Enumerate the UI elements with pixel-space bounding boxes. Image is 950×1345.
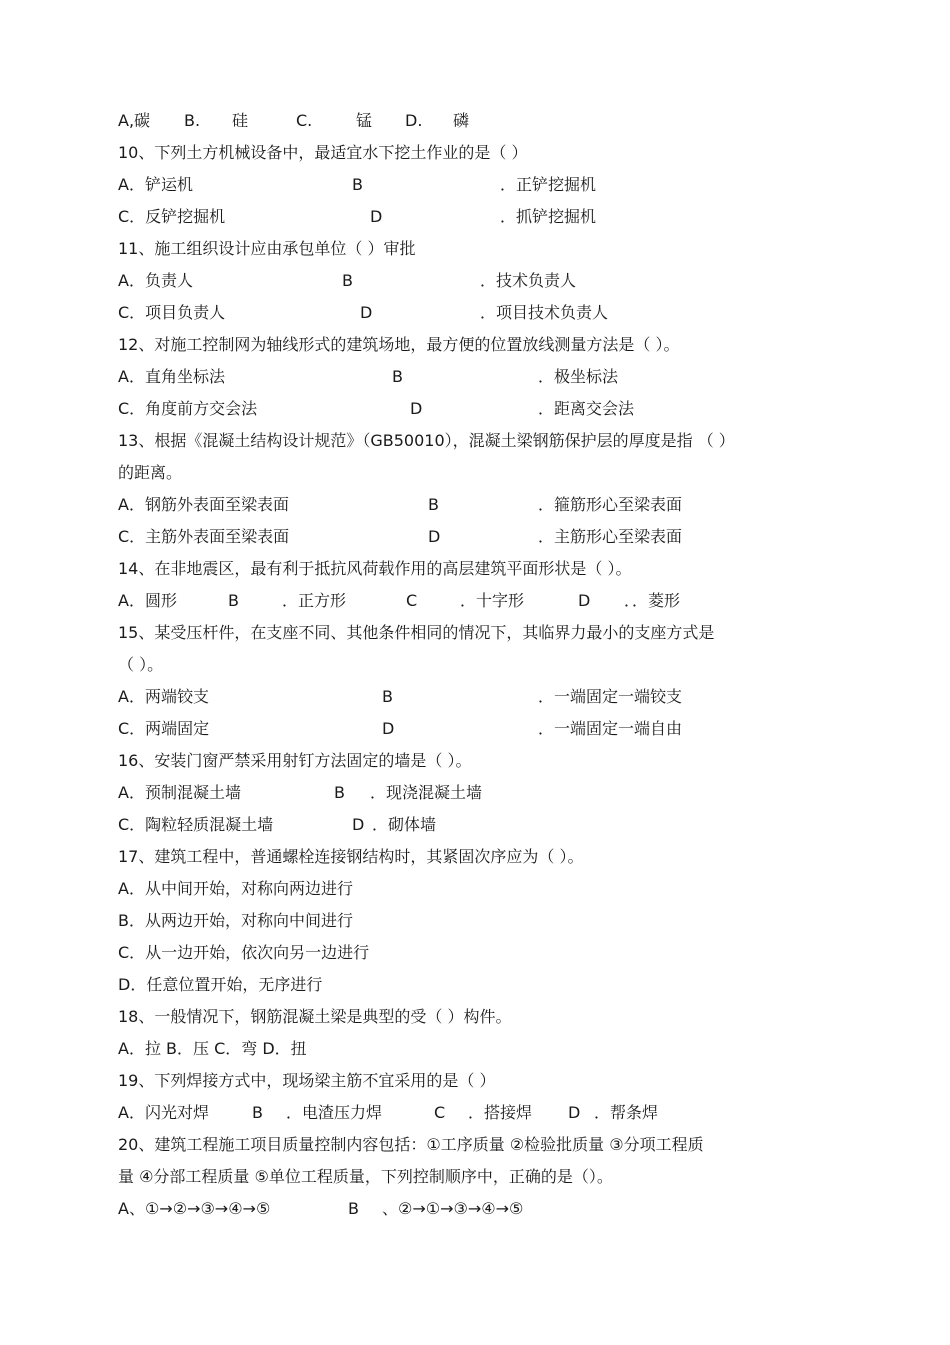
q19-stem: 19、下列焊接方式中，现场梁主筋不宜采用的是（ ） — [118, 1071, 496, 1090]
q16-option-b-letter: B — [334, 783, 345, 802]
q10-option-b-letter: B — [352, 175, 363, 194]
q9-option-c-letter: C. — [296, 111, 313, 130]
q13-option-b-letter: B — [428, 495, 439, 514]
q11-option-d-letter: D — [360, 303, 373, 322]
q13-option-d-text: ．主筋形心至梁表面 — [538, 527, 683, 546]
q17-option-c: C．从一边开始，依次向另一边进行 — [118, 943, 370, 962]
q16-option-c: C．陶粒轻质混凝土墙 — [118, 815, 274, 834]
q14-option-d-text: ．．菱形 — [624, 591, 681, 610]
q20-stem-line1: 20、建筑工程施工项目质量控制内容包括：①工序质量 ②检验批质量 ③分项工程质 — [118, 1135, 704, 1154]
q14-option-c-text: ．十字形 — [460, 591, 525, 610]
q14-stem: 14、在非地震区，最有利于抵抗风荷载作用的高层建筑平面形状是（ ）。 — [118, 559, 632, 578]
q10-option-c: C．反铲挖掘机 — [118, 207, 226, 226]
q14-option-c-letter: C — [406, 591, 418, 610]
q10-stem: 10、下列土方机械设备中，最适宜水下挖土作业的是（ ） — [118, 143, 528, 162]
q17-stem: 17、建筑工程中，普通螺栓连接钢结构时，其紧固次序应为（ ）。 — [118, 847, 584, 866]
q15-option-a: A．两端铰支 — [118, 687, 209, 706]
q18-stem: 18、一般情况下，钢筋混凝土梁是典型的受（ ）构件。 — [118, 1007, 512, 1026]
q13-option-b-text: ．箍筋形心至梁表面 — [538, 495, 683, 514]
q17-option-a: A．从中间开始，对称向两边进行 — [118, 879, 353, 898]
q12-stem: 12、对施工控制网为轴线形式的建筑场地，最方便的位置放线测量方法是（ ）。 — [118, 335, 680, 354]
q14-option-a: A．圆形 — [118, 591, 177, 610]
q10-option-d-letter: D — [370, 207, 383, 226]
q9-option-a: A,碳 — [118, 111, 151, 130]
q19-option-d-letter: D — [568, 1103, 581, 1122]
q13-option-d-letter: D — [428, 527, 441, 546]
q12-option-c: C．角度前方交会法 — [118, 399, 258, 418]
q19-option-a: A．闪光对焊 — [118, 1103, 209, 1122]
q12-option-d-letter: D — [410, 399, 423, 418]
q20-stem-line2: 量 ④分部工程质量 ⑤单位工程质量，下列控制顺序中，正确的是（）。 — [118, 1167, 613, 1186]
q16-option-b-text: ．现浇混凝土墙 — [370, 783, 483, 802]
q16-stem: 16、安装门窗严禁采用射钉方法固定的墙是（ ）。 — [118, 751, 472, 770]
q11-option-c: C．项目负责人 — [118, 303, 226, 322]
q12-option-d-text: ．距离交会法 — [538, 399, 635, 418]
q10-option-a: A．铲运机 — [118, 175, 193, 194]
q13-option-a: A．钢筋外表面至梁表面 — [118, 495, 289, 514]
q15-option-c: C．两端固定 — [118, 719, 210, 738]
q9-option-b-text: 硅 — [232, 111, 249, 130]
q15-stem-line1: 15、某受压杆件，在支座不同、其他条件相同的情况下，其临界力最小的支座方式是 — [118, 623, 715, 642]
q17-option-d: D．任意位置开始，无序进行 — [118, 975, 323, 994]
q11-option-b-text: ．技术负责人 — [480, 271, 577, 290]
q20-option-a: A、①→②→③→④→⑤ — [118, 1199, 271, 1218]
q11-option-b-letter: B — [342, 271, 353, 290]
q9-option-d-letter: D. — [405, 111, 423, 130]
q12-option-b-letter: B — [392, 367, 403, 386]
q17-option-b: B．从两边开始，对称向中间进行 — [118, 911, 353, 930]
q15-option-b-text: ．一端固定一端铰支 — [538, 687, 683, 706]
q19-option-c-letter: C — [434, 1103, 446, 1122]
q20-option-b-text: 、②→①→③→④→⑤ — [382, 1199, 524, 1218]
q15-option-d-text: ．一端固定一端自由 — [538, 719, 683, 738]
q15-option-b-letter: B — [382, 687, 393, 706]
q9-option-d-text: 磷 — [453, 111, 470, 130]
q16-option-a: A．预制混凝土墙 — [118, 783, 241, 802]
q9-option-c-text: 锰 — [356, 111, 373, 130]
q14-option-b-text: ．正方形 — [282, 591, 347, 610]
q12-option-b-text: ．极坐标法 — [538, 367, 619, 386]
q11-option-d-text: ．项目技术负责人 — [480, 303, 609, 322]
q11-option-a: A．负责人 — [118, 271, 193, 290]
q10-option-b-text: ．正铲挖掘机 — [500, 175, 597, 194]
q15-stem-line2: （ ）。 — [118, 655, 164, 674]
q14-option-b-letter: B — [228, 591, 239, 610]
q16-option-d-letter: D — [352, 815, 365, 834]
q16-option-d-text: ．砌体墙 — [372, 815, 437, 834]
q19-option-d-text: ．帮条焊 — [594, 1103, 659, 1122]
q19-option-b-letter: B — [252, 1103, 263, 1122]
q11-stem: 11、施工组织设计应由承包单位（ ）审批 — [118, 239, 416, 258]
q12-option-a: A．直角坐标法 — [118, 367, 225, 386]
q15-option-d-letter: D — [382, 719, 395, 738]
q13-stem-line1: 13、根据《混凝土结构设计规范》（GB50010），混凝土梁钢筋保护层的厚度是指 （ ） — [118, 431, 735, 450]
q13-option-c: C．主筋外表面至梁表面 — [118, 527, 290, 546]
q18-options: A．拉 B．压 C．弯 D．扭 — [118, 1039, 307, 1058]
q9-option-b-letter: B. — [184, 111, 201, 130]
q14-option-d-letter: D — [578, 591, 591, 610]
q20-option-b-letter: B — [348, 1199, 359, 1218]
q10-option-d-text: ．抓铲挖掘机 — [500, 207, 597, 226]
q19-option-b-text: ．电渣压力焊 — [286, 1103, 383, 1122]
q19-option-c-text: ．搭接焊 — [468, 1103, 533, 1122]
q13-stem-line2: 的距离。 — [118, 463, 183, 482]
